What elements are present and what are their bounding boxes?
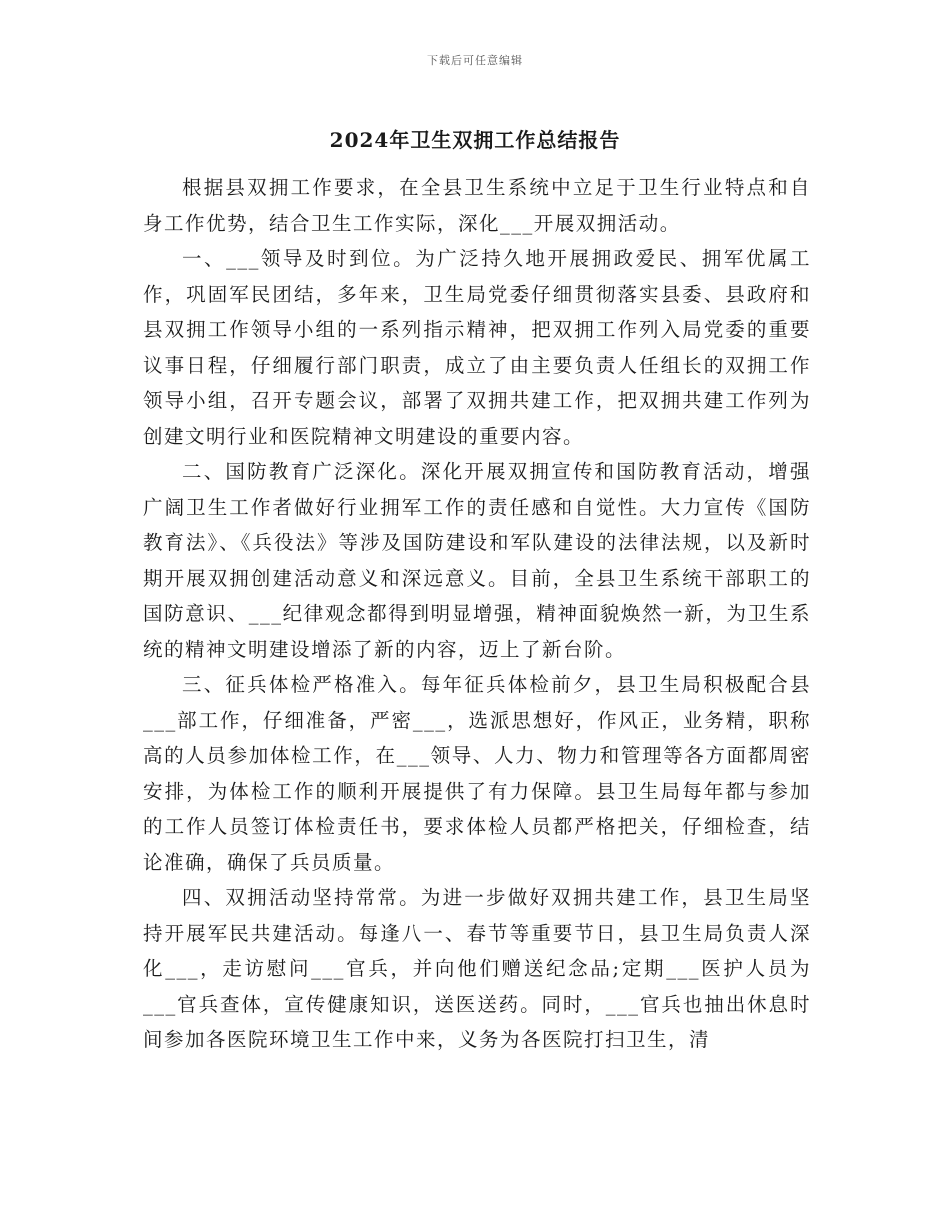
page-header-note: 下载后可任意编辑 [427,54,523,67]
paragraph-section-2: 二、国防教育广泛深化。深化开展双拥宣传和国防教育活动，增强广阔卫生工作者做好行业拥军工作的责任感和自觉性。大力宣传《国防教育法》、《兵役法》等涉及国防建设和军队建设的法律法规，以及新时期开展双拥创建活动意义和深远意义。目前，全县卫生系统干部职工的国防意识、___纪律观念都得到明显增强，精神面貌焕然一新，为卫生系统的精神文明建设增添了新的内容，迈上了新台阶。 [143,460,811,661]
paragraph-section-3: 三、征兵体检严格准入。每年征兵体检前夕，县卫生局积极配合县___部工作，仔细准备，严密___，选派思想好，作风正，业务精，职称高的人员参加体检工作，在___领导、人力、物力和管理等各方面都周密安排，为体检工作的顺利开展提供了有力保障。县卫生局每年都与参加的工作人员签订体检责任书，要求体检人员都严格把关，仔细检查，结论准确，确保了兵员质量。 [143,673,811,874]
paragraph-section-1: 一、___领导及时到位。为广泛持久地开展拥政爱民、拥军优属工作，巩固军民团结，多年来，卫生局党委仔细贯彻落实县委、县政府和县双拥工作领导小组的一系列指示精神，把双拥工作列入局党委的重要议事日程，仔细履行部门职责，成立了由主要负责人任组长的双拥工作领导小组，召开专题会议，部署了双拥共建工作，把双拥共建工作列为创建文明行业和医院精神文明建设的重要内容。 [143,247,811,448]
document-body [143,170,811,1058]
paragraph-intro: 根据县双拥工作要求，在全县卫生系统中立足于卫生行业特点和自身工作优势，结合卫生工作实际，深化___开展双拥活动。 [143,176,811,235]
paragraph-section-4: 四、双拥活动坚持常常。为进一步做好双拥共建工作，县卫生局坚持开展军民共建活动。每逢八一、春节等重要节日，县卫生局负责人深化___，走访慰问___官兵，并向他们赠送纪念品;定期___医护人员为___官兵查体，宣传健康知识，送医送药。同时，___官兵也抽出休息时间参加各医院环境卫生工作中来，义务为各医院打扫卫生，清 [143,886,811,1051]
document-title: 2024年卫生双拥工作总结报告 [329,128,621,152]
